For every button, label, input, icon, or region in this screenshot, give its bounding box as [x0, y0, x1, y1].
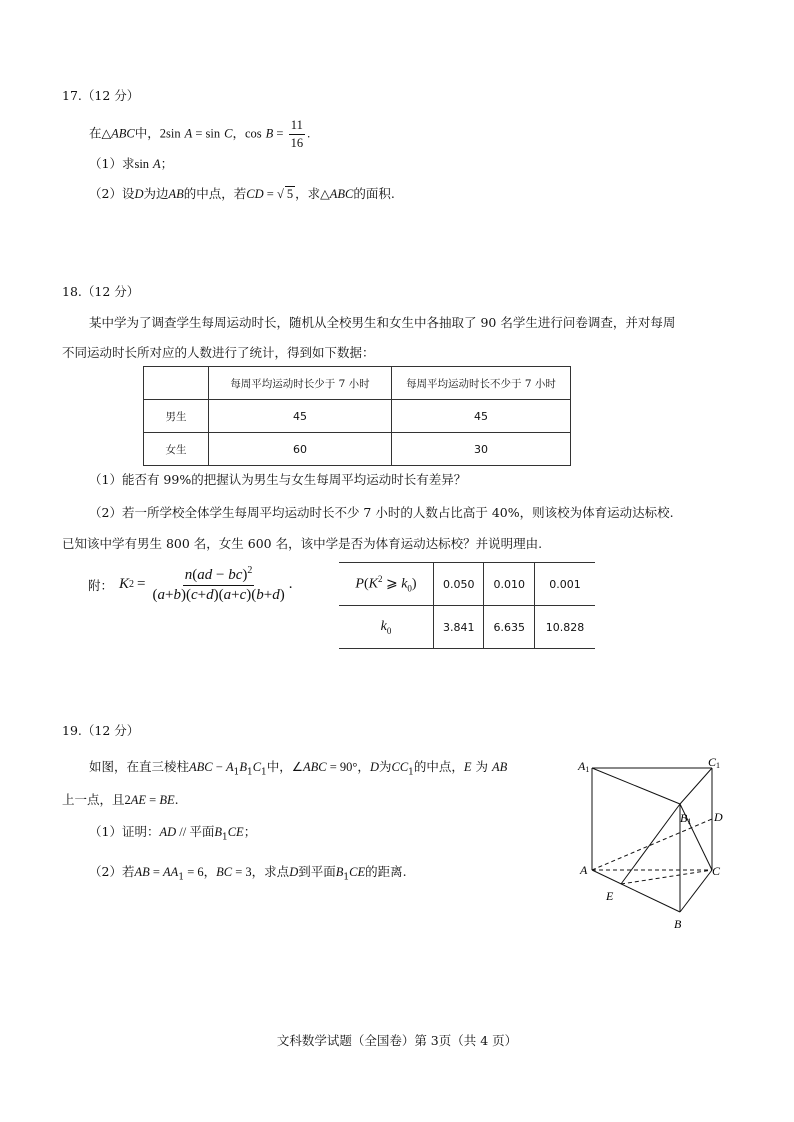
prism-figure: [570, 752, 730, 938]
q18-part2-line2: 已知该中学有男生 800 名，女生 600 名，该中学是否为体育运动达标校？并说明理由.: [62, 536, 543, 551]
table-header-cell: 每周平均运动时长不少于 7 小时: [392, 367, 571, 400]
table-cell: 60: [209, 433, 392, 466]
q18-intro-line2: 不同运动时长所对应的人数进行了统计，得到如下数据：: [62, 345, 375, 360]
label-b1: B1: [680, 811, 692, 826]
label-e: E: [606, 889, 614, 903]
edge-c1b1: [680, 768, 712, 804]
table-row: [144, 433, 571, 466]
q19-line1: 如图，在直三棱柱ABC − $A_1B_1C_1$中，∠ABC = 90°，D为$CC_1$的中点，E 为 AB: [89, 759, 508, 778]
q19-part2: （2）若AB = $AA_1 = 6$，BC = 3，求点D到平面$B_1CE$的距离.: [89, 864, 407, 883]
table-cell: [144, 367, 209, 400]
table-header-cell: 每周平均运动时长少于 7 小时: [209, 367, 392, 400]
table-cell: 30: [392, 433, 571, 466]
table-cell: 0.001: [534, 563, 595, 606]
table-cell: 45: [392, 400, 571, 433]
edge-a1b1: [592, 768, 680, 804]
q19-part1: （1）证明：AD // 平面$B_1CE$；: [89, 824, 257, 843]
edge-ec-dashed: [621, 870, 712, 884]
q17-part1: （1）求sin A；: [89, 156, 174, 171]
page-footer: 文科数学试题（全国卷）第 3页（共 4 页）: [276, 1033, 518, 1048]
label-d: D: [714, 810, 723, 824]
table-cell: 3.841: [434, 606, 484, 649]
q18-part2-line1: （2）若一所学校全体学生每周平均运动时长不少 7 小时的人数占比高于 40%，则该校为体育运动达标校.: [89, 505, 674, 520]
table-cell: 女生: [144, 433, 209, 466]
table-row: [339, 563, 595, 606]
q18-data-table: [143, 366, 571, 466]
table-cell: 6.635: [484, 606, 534, 649]
table-header-row: [144, 367, 571, 400]
table-row: [339, 606, 595, 649]
table-row: [144, 400, 571, 433]
appendix-label: 附：: [88, 577, 114, 593]
label-b: B: [674, 917, 682, 931]
table-cell: 0.050: [434, 563, 484, 606]
k0-label: $k_0$: [339, 606, 434, 649]
table-cell: 男生: [144, 400, 209, 433]
chi-square-formula: 附： K 2 = $\frac{n(ad - bc)^2}{(a+b)(c+d)(a+c)(b+d)}$ .: [88, 565, 293, 603]
q19-line2: 上一点，且2AE = BE.: [62, 792, 179, 807]
edge-b1e: [621, 804, 680, 884]
table-cell: 10.828: [534, 606, 595, 649]
table-cell: 0.010: [484, 563, 534, 606]
q19-header: 19.（12 分）: [62, 723, 140, 738]
q18-part1: （1）能否有 99%的把握认为男生与女生每周平均运动时长有差异？: [89, 472, 467, 487]
label-a1: A1: [578, 759, 590, 774]
label-c1: C1: [708, 755, 721, 770]
table-cell: 45: [209, 400, 392, 433]
q17-header: 17.（12 分）: [62, 88, 140, 103]
p-label: $P(K^2$ ⩾ $k_0$): [339, 563, 434, 606]
edge-cb: [680, 870, 712, 912]
q18-intro-line1: 某中学为了调查学生每周运动时长，随机从全校男生和女生中各抽取了 90 名学生进行问卷调查，并对每周: [89, 315, 676, 330]
q17-part2: （2）设D为边AB的中点，若CD = √ 5 ，求△ABC的面积.: [89, 186, 395, 201]
q18-header: 18.（12 分）: [62, 284, 140, 299]
label-a: A: [580, 863, 588, 877]
critical-value-table: [339, 562, 595, 649]
label-c: C: [712, 864, 721, 878]
q17-fraction: $\frac{11}{16}$: [290, 118, 304, 150]
q17-condition: 在△ABC中，2sin A = sin C，cos B = $\frac{11}{16}$ .: [89, 118, 311, 150]
edge-ad-dashed: [592, 819, 712, 870]
